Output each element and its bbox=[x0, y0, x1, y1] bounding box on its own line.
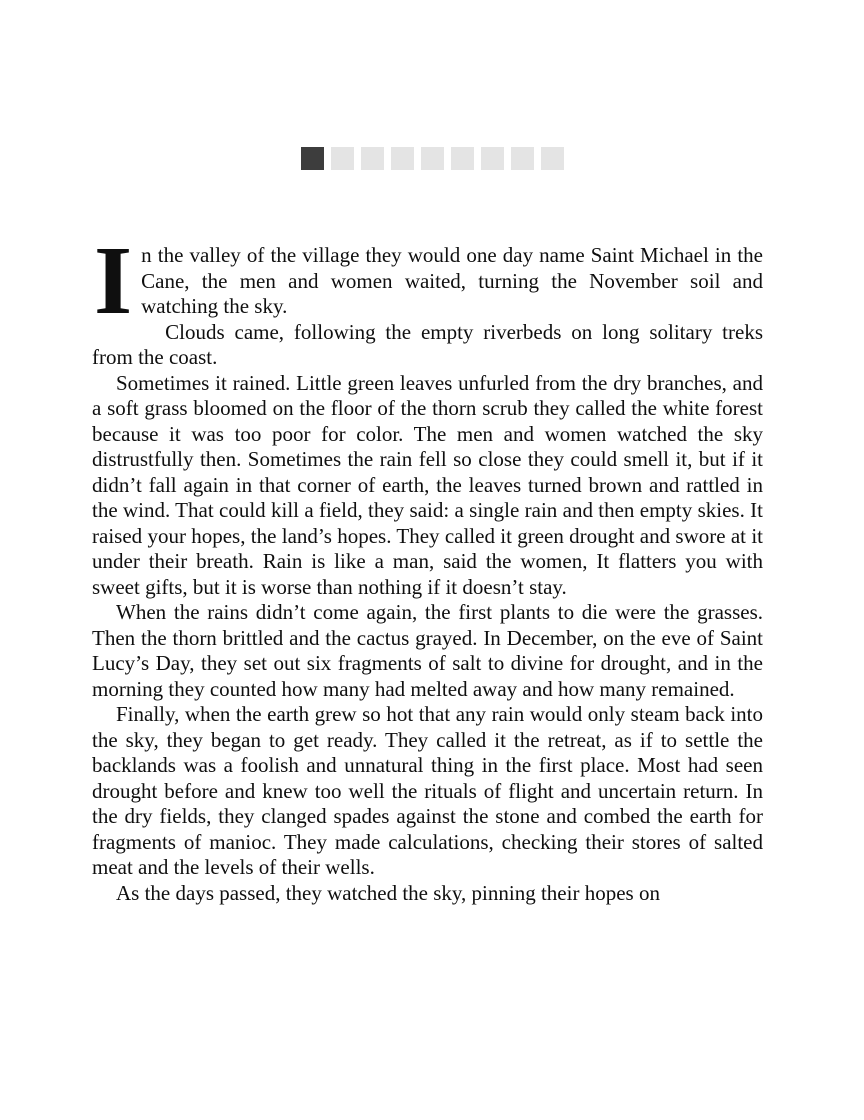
progress-square[interactable] bbox=[541, 147, 564, 170]
progress-square[interactable] bbox=[451, 147, 474, 170]
progress-square[interactable] bbox=[391, 147, 414, 170]
paragraph: Finally, when the earth grew so hot that any rain would only steam back into the sky, they began to get ready. They called it the retreat, as if to settle the backlands was a foolish and unnatural thing in the first place. Most had seen drought before and knew too well the rituals of flight and uncertain return. In the dry fields, they clanged spades against the stone and combed the earth for fragments of manioc. They made calculations, checking their stores of salted meat and the levels of their wells. bbox=[92, 702, 763, 879]
progress-square[interactable] bbox=[511, 147, 534, 170]
paragraph: When the rains didn’t come again, the first plants to die were the grasses. Then the thorn brittled and the cactus grayed. In December, on the eve of Saint Lucy’s Day, they set out six fragments of salt to divine for drought, and in the morning they counted how many had melted away and how many remained. bbox=[92, 600, 763, 701]
progress-square[interactable] bbox=[331, 147, 354, 170]
section-progress-indicator bbox=[0, 147, 864, 170]
paragraph: Sometimes it rained. Little green leaves unfurled from the dry branches, and a soft grass bloomed on the floor of the thorn scrub they called the white forest because it was too poor for color. The men and women watched the sky distrustfully then. Sometimes the rain fell so close they could smell it, but if it didn’t fall again in that corner of earth, the leaves turned brown and rattled in the wind. That could kill a field, they said: a single rain and then empty skies. It raised your hopes, the land’s hopes. They called it green drought and swore at it under their breath. Rain is like a man, said the women, It flatters you with sweet gifts, but it is worse than nothing if it doesn’t stay. bbox=[92, 370, 763, 599]
paragraph: As the days passed, they watched the sky, pinning their hopes on bbox=[116, 880, 660, 905]
progress-square[interactable] bbox=[481, 147, 504, 170]
progress-square[interactable] bbox=[421, 147, 444, 170]
drop-cap: I bbox=[94, 227, 133, 335]
paragraph-text: n the valley of the village they would one day name Saint Michael in the Cane, the men and women waited, turning the November soil and watching the sky. bbox=[141, 243, 763, 318]
paragraph: Clouds came, following the empty riverbeds on long solitary treks from the coast. bbox=[92, 319, 763, 369]
paragraph-opening bbox=[92, 227, 763, 335]
progress-square-current[interactable] bbox=[301, 147, 324, 170]
page-text bbox=[92, 227, 763, 906]
progress-square[interactable] bbox=[361, 147, 384, 170]
